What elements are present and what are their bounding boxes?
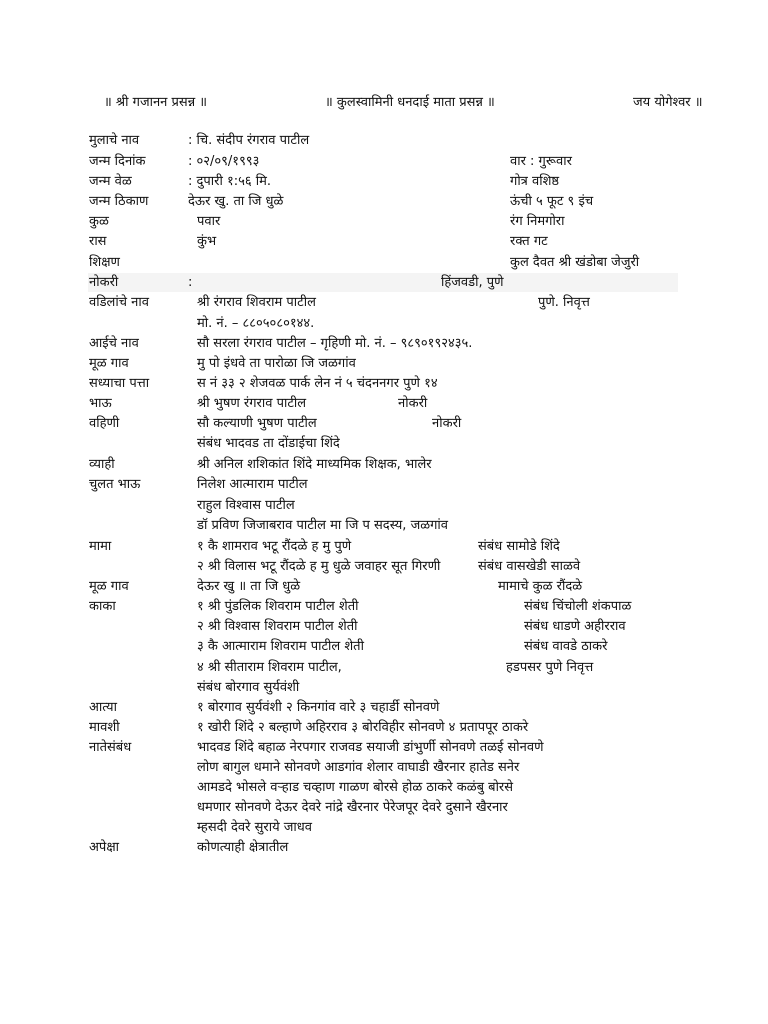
row-value: २ श्री विलास भटू रौंदळे ह मु धुळे जवाहर सूत गिरणी	[197, 559, 441, 574]
row-label: नातेसंबंध	[89, 740, 132, 755]
row-label: शिक्षण	[89, 255, 120, 270]
row-extra: पुणे. निवृत्त	[538, 295, 590, 310]
row-label: काका	[89, 599, 116, 614]
row-value: म्हसदी देवरे सुराये जाधव	[197, 820, 312, 835]
row-value: स नं ३३ २ शेजवळ पार्क लेन नं ५ चंदननगर पुणे १४	[197, 376, 438, 391]
row-right: वार : गुरूवार	[510, 154, 572, 169]
row-extra: हिंजवडी, पुणे	[441, 275, 504, 290]
row-value: राहुल विश्वास पाटील	[197, 498, 295, 513]
row-label: कुळ	[89, 214, 109, 229]
row-value: २ श्री विश्वास शिवराम पाटील शेती	[197, 619, 358, 634]
row-label: जन्म दिनांक	[89, 154, 146, 169]
row-label: रास	[89, 234, 107, 249]
row-right: हडपसर पुणे निवृत्त	[506, 660, 594, 675]
row-value: सौ कल्याणी भुषण पाटील	[197, 416, 317, 431]
row-value: भादवड शिंदे बहाळ नेरपगार राजवड सयाजी डांभुर्णी सोनवणे तळई सोनवणे	[197, 740, 544, 755]
header-right: जय योगेश्वर ॥	[633, 95, 703, 110]
row-value: डॉ प्रविण जिजाबराव पाटील मा जि प सदस्य, जळगांव	[197, 518, 449, 533]
row-label: सध्याचा पत्ता	[89, 376, 150, 391]
row-value: : चि. संदीप रंगराव पाटील	[188, 133, 310, 148]
row-label: व्याही	[89, 457, 115, 472]
row-value: मो. नं. – ८८०५०८०१४४.	[197, 316, 315, 331]
row-value: सौ सरला रंगराव पाटील – गृहिणी मो. नं. – ९८९०१९२४३५.	[197, 336, 473, 351]
row-value: देऊर खु. ता जि धुळे	[188, 194, 284, 209]
header-left: ॥ श्री गजानन प्रसन्न ॥	[104, 95, 208, 110]
row-label: जन्म वेळ	[89, 174, 132, 189]
row-value: मु पो इंधवे ता पारोळा जि जळगांव	[197, 356, 356, 371]
row-value: कोणत्याही क्षेत्रातील	[197, 840, 289, 855]
row-value: पवार	[197, 214, 221, 229]
row-value: श्री अनिल शशिकांत शिंदे माध्यमिक शिक्षक, भालेर	[197, 457, 432, 472]
row-value: संबंध बोरगाव सुर्यवंशी	[197, 680, 300, 695]
row-value: १ खोरी शिंदे २ बल्हाणे अहिरराव ३ बोरविहीर सोनवणे ४ प्रतापपूर ठाकरे	[197, 720, 529, 735]
row-right: संबंध सामोडे शिंदे	[478, 539, 560, 554]
row-right: संबंध धाडणे अहीरराव	[524, 619, 626, 634]
row-extra: नोकरी	[432, 416, 462, 431]
row-label: चुलत भाऊ	[89, 477, 141, 492]
row-label: मावशी	[89, 720, 120, 735]
row-value: : ०२/०९/१९९३	[188, 154, 260, 169]
row-value: निलेश आत्माराम पाटील	[197, 477, 308, 492]
row-value: ३ कै आत्माराम शिवराम पाटील शेती	[197, 639, 364, 654]
row-value: : दुपारी १:५६ मि.	[188, 174, 272, 189]
row-label: वडिलांचे नाव	[89, 295, 149, 310]
row-label: अपेक्षा	[89, 840, 120, 855]
row-right: कुल दैवत श्री खंडोबा जेजुरी	[510, 255, 640, 270]
row-label: भाऊ	[89, 396, 112, 411]
row-value: संबंध भादवड ता दोंडाईचा शिंदे	[197, 436, 340, 451]
row-label: आत्या	[89, 700, 117, 715]
row-value: श्री भुषण रंगराव पाटील	[197, 396, 307, 411]
row-value: देऊर खु ॥ ता जि धुळे	[197, 579, 301, 594]
row-right: संबंध वावडे ठाकरे	[524, 639, 608, 654]
row-value: १ बोरगाव सुर्यवंशी २ किनगांव वारे ३ चहार्डी सोनवणे	[197, 700, 440, 715]
row-label: मूळ गाव	[89, 579, 129, 594]
row-label: नोकरी	[89, 275, 119, 290]
row-right: ऊंची ५ फूट ९ इंच	[510, 194, 594, 209]
row-value: श्री रंगराव शिवराम पाटील	[197, 295, 316, 310]
row-value: ४ श्री सीताराम शिवराम पाटील,	[197, 660, 342, 675]
row-value: कुंभ	[197, 234, 217, 249]
row-right: गोत्र वशिष्ठ	[510, 174, 560, 189]
row-extra: नोकरी	[398, 396, 428, 411]
row-label: मुलाचे नाव	[89, 133, 140, 148]
row-right: मामाचे कुळ रौंदळे	[498, 579, 583, 594]
row-value: आमडदे भोसले वऱ्हाड चव्हाण गाळण बोरसे होळ ठाकरे कळंबु बोरसे	[197, 780, 514, 795]
row-label: आईचे नाव	[89, 336, 139, 351]
row-value: १ कै शामराव भटू रौंदळे ह मु पुणे	[197, 539, 352, 554]
row-value: लोण बागुल धमाने सोनवणे आडगांव शेलार वाघाडी खैरनार हातेड सनेर	[197, 760, 520, 775]
header-center: ॥ कुलस्वामिनी धनदाई माता प्रसन्न ॥	[325, 95, 495, 110]
row-label: वहिणी	[89, 416, 120, 431]
row-right: संबंध चिंचोली शंकपाळ	[524, 599, 632, 614]
row-value: धमणार सोनवणे देऊर देवरे नांद्रे खैरनार पेरेजपूर देवरे दुसाने खैरनार	[197, 800, 508, 815]
row-value: :	[188, 275, 193, 290]
row-right: रक्त गट	[510, 234, 548, 249]
row-value: १ श्री पुंडलिक शिवराम पाटील शेती	[197, 599, 359, 614]
row-right: संबंध वासखेडी साळवे	[478, 559, 581, 574]
row-right: रंग निमगोरा	[510, 214, 565, 229]
row-label: मूळ गाव	[89, 356, 129, 371]
row-label: जन्म ठिकाण	[89, 194, 149, 209]
row-label: मामा	[89, 539, 112, 554]
highlight-band	[88, 273, 678, 292]
